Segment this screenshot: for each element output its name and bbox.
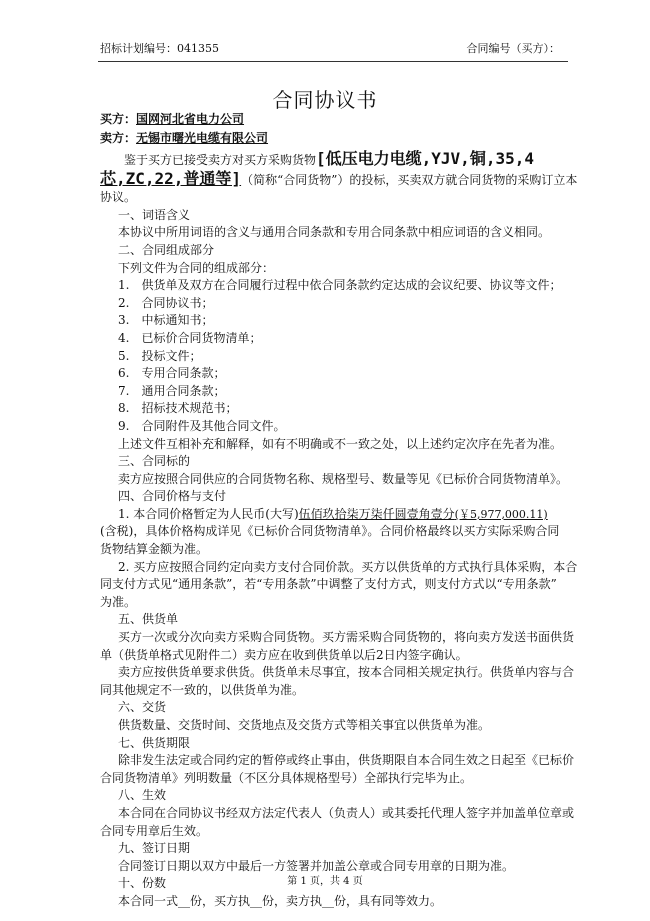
section-9-text: 合同签订日期以双方中最后一方签署并加盖公章或合同专用章的日期为准。 [118, 858, 515, 873]
section-5-heading: 五、供货单 [118, 612, 179, 627]
list-item: 3. 中标通知书； [118, 313, 214, 328]
document-title: 合同协议书 [272, 88, 378, 112]
section-9-heading: 九、签订日期 [118, 841, 191, 856]
tender-plan-number: 招标计划编号：041355 [100, 42, 219, 55]
effect-line-1: 本合同在合同协议书经双方法定代表人（负责人）或其委托代理人签字并加盖单位章或 [118, 805, 575, 820]
payment-line-2: 同支付方式见“通用条款”，若“专用条款”中调整了支付方式，则支付方式以“专用条款” [100, 577, 557, 592]
price-amount-words: 伍佰玖拾柒万柒仟圆壹角壹分 [298, 506, 455, 521]
list-item: 1. 供货单及双方在合同履行过程中依合同条款约定达成的会议纪要、协议等文件； [118, 278, 562, 293]
buyer-label: 买方： [100, 112, 137, 126]
supply-line-4: 同其他规定不一致的，以供货单为准。 [100, 682, 305, 697]
section-3-heading: 三、合同标的 [118, 454, 191, 469]
period-line-1: 除非发生法定或合同约定的暂停或终止事由，供货期限自本合同生效之日起至《已标价 [118, 753, 575, 768]
price-line-3: 货物结算金额为准。 [100, 542, 209, 557]
buyer-name: 国网河北省电力公司 [136, 112, 245, 126]
payment-line-1: 2. 买方应按照合同约定向卖方支付合同价款。买方以供货单的方式执行具体采购，本合 [118, 559, 578, 574]
list-item: 6. 专用合同条款； [118, 366, 226, 381]
section-7-heading: 七、供货期限 [118, 735, 191, 750]
seller-name: 无锡市曙光电缆有限公司 [136, 131, 269, 145]
goods-description-1: [低压电力电缆,YJV,铜,35,4 [316, 149, 534, 168]
section-6-heading: 六、交货 [118, 700, 167, 715]
section-6-text: 供货数量、交货时间、交货地点及交货方式等相关事宜以供货单为准。 [118, 718, 491, 732]
payment-line-3: 为准。 [100, 594, 137, 609]
preamble-line-2: 芯,ZC,22,普通等]（简称“合同货物”）的投标，买卖双方就合同货物的采购订立本 [100, 168, 578, 188]
section-1-text: 本协议中所用词语的含义与通用合同条款和专用合同条款中相应词语的含义相同。 [118, 225, 551, 240]
document-body [100, 149, 578, 911]
period-line-2: 合同货物清单》列明数量（不区分具体规格型号）全部执行完毕为止。 [100, 770, 473, 785]
buyer-line [100, 110, 244, 127]
goods-description-2: 芯,ZC,22,普通等] [100, 168, 242, 188]
section-1-heading: 一、词语含义 [118, 207, 191, 222]
price-line-1: 1. 本合同价格暂定为人民币(大写)伍佰玖拾柒万柒仟圆壹角壹分(￥5,977,000.11) [118, 506, 548, 521]
seller-line [100, 129, 268, 146]
contract-number: 合同编号（买方）： [466, 42, 560, 55]
preamble-line-3: 协议。 [100, 190, 137, 205]
list-item: 4. 已标价合同货物清单； [118, 330, 262, 345]
seller-label: 卖方： [100, 131, 137, 145]
price-amount-number: (￥5,977,000.11) [454, 507, 548, 521]
list-item: 2. 合同协议书； [118, 295, 214, 310]
list-item: 8. 招标技术规范书； [118, 401, 238, 416]
price-line-2: (含税)，具体价格构成详见《已标价合同货物清单》。合同价格最终以买方实际采购合同 [100, 524, 560, 539]
section-2-intro: 下列文件为合同的组成部分： [118, 260, 275, 275]
section-2-outro: 上述文件互相补充和解释，如有不明确或不一致之处，以上述约定次序在先者为准。 [118, 436, 563, 451]
supply-line-1: 买方一次或分次向卖方采购合同货物。买方需采购合同货物的，将向卖方发送书面供货 [118, 630, 575, 645]
effect-line-2: 合同专用章后生效。 [100, 823, 209, 838]
list-item: 5. 投标文件； [118, 348, 202, 363]
section-8-heading: 八、生效 [118, 788, 167, 803]
preamble-line-1: 鉴于买方已接受卖方对买方采购货物[低压电力电缆,YJV,铜,35,4 [124, 149, 534, 168]
section-3-text: 卖方应按照合同供应的合同货物名称、规格型号、数量等见《已标价合同货物清单》。 [118, 471, 569, 486]
section-2-heading: 二、合同组成部分 [118, 242, 215, 257]
page-footer: 第 1 页，共 4 页 [287, 876, 363, 887]
supply-line-2: 单（供货单格式见附件二）卖方应在收到供货单以后2日内签字确认。 [100, 647, 468, 662]
list-item: 7. 通用合同条款； [118, 383, 226, 398]
section-4-heading: 四、合同价格与支付 [118, 489, 227, 504]
list-item: 9. 合同附件及其他合同文件。 [118, 418, 286, 433]
section-10-heading: 十、份数 [118, 876, 167, 891]
supply-line-3: 卖方应按供货单要求供货。供货单未尽事宜，按本合同相关规定执行。供货单内容与合 [118, 665, 575, 680]
section-10-text: 本合同一式__份，买方执__份，卖方执__份，具有同等效力。 [118, 893, 443, 908]
header-divider [98, 61, 568, 62]
